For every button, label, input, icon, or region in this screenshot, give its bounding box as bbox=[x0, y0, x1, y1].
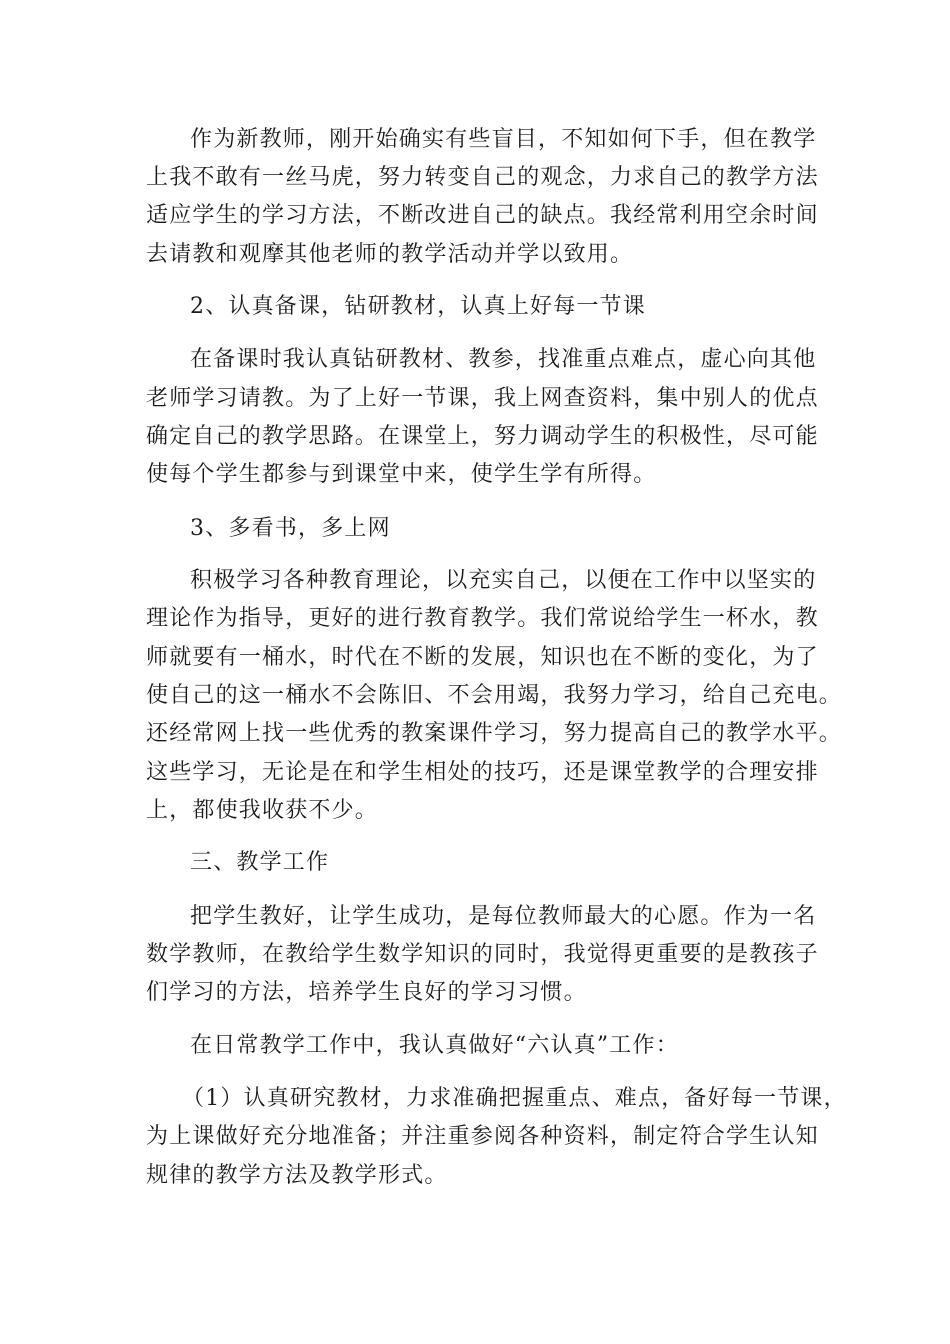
text-line: 数学教师，在教给学生数学知识的同时，我觉得更重要的是教孩子 bbox=[146, 942, 819, 967]
text-line: 作为新教师，刚开始确实有些盲目，不知如何下手，但在教学 bbox=[190, 127, 817, 152]
text-line: 使自己的这一桶水不会陈旧、不会用竭，我努力学习，给自己充电。 bbox=[146, 683, 843, 708]
text-line: 上，都使我收获不少。 bbox=[146, 798, 379, 823]
text-line: 积极学习各种教育理论，以充实自己，以便在工作中以坚实的 bbox=[190, 568, 817, 593]
text-line: 还经常网上找一些优秀的教案课件学习，努力提高自己的教学水平。 bbox=[146, 721, 843, 746]
text-line: 在备课时我认真钻研教材、教参，找准重点难点，虚心向其他 bbox=[190, 347, 817, 372]
text-line: 理论作为指导，更好的进行教育教学。我们常说给学生一杯水，教 bbox=[146, 606, 819, 631]
text-line: 去请教和观摩其他老师的教学活动并学以致用。 bbox=[146, 242, 634, 267]
text-line: 在日常教学工作中，我认真做好“六认真”工作： bbox=[190, 1033, 679, 1058]
text-line: 们学习的方法，培养学生良好的学习习惯。 bbox=[146, 980, 587, 1005]
text-line: 师就要有一桶水，时代在不断的发展，知识也在不断的变化，为了 bbox=[146, 645, 819, 670]
section-heading: 3、多看书，多上网 bbox=[190, 516, 391, 541]
text-line: 确定自己的教学思路。在课堂上，努力调动学生的积极性，尽可能 bbox=[146, 424, 819, 449]
section-heading: 三、教学工作 bbox=[190, 850, 330, 875]
text-line: （1）认真研究教材，力求准确把握重点、难点，备好每一节课， bbox=[182, 1086, 847, 1111]
text-line: 这些学习，无论是在和学生相处的技巧，还是课堂教学的合理安排 bbox=[146, 760, 819, 785]
text-line: 适应学生的学习方法，不断改进自己的缺点。我经常利用空余时间 bbox=[146, 203, 819, 228]
text-line: 上我不敢有一丝马虎，努力转变自己的观念，力求自己的教学方法 bbox=[146, 165, 819, 190]
text-line: 为上课做好充分地准备；并注重参阅各种资料，制定符合学生认知 bbox=[146, 1124, 819, 1149]
text-line: 把学生教好，让学生成功，是每位教师最大的心愿。作为一名 bbox=[190, 904, 817, 929]
section-heading: 2、认真备课，钻研教材，认真上好每一节课 bbox=[190, 294, 646, 319]
text-line: 老师学习请教。为了上好一节课，我上网查资料，集中别人的优点 bbox=[146, 386, 819, 411]
text-line: 规律的教学方法及教学形式。 bbox=[146, 1163, 448, 1188]
text-line: 使每个学生都参与到课堂中来，使学生学有所得。 bbox=[146, 462, 657, 487]
